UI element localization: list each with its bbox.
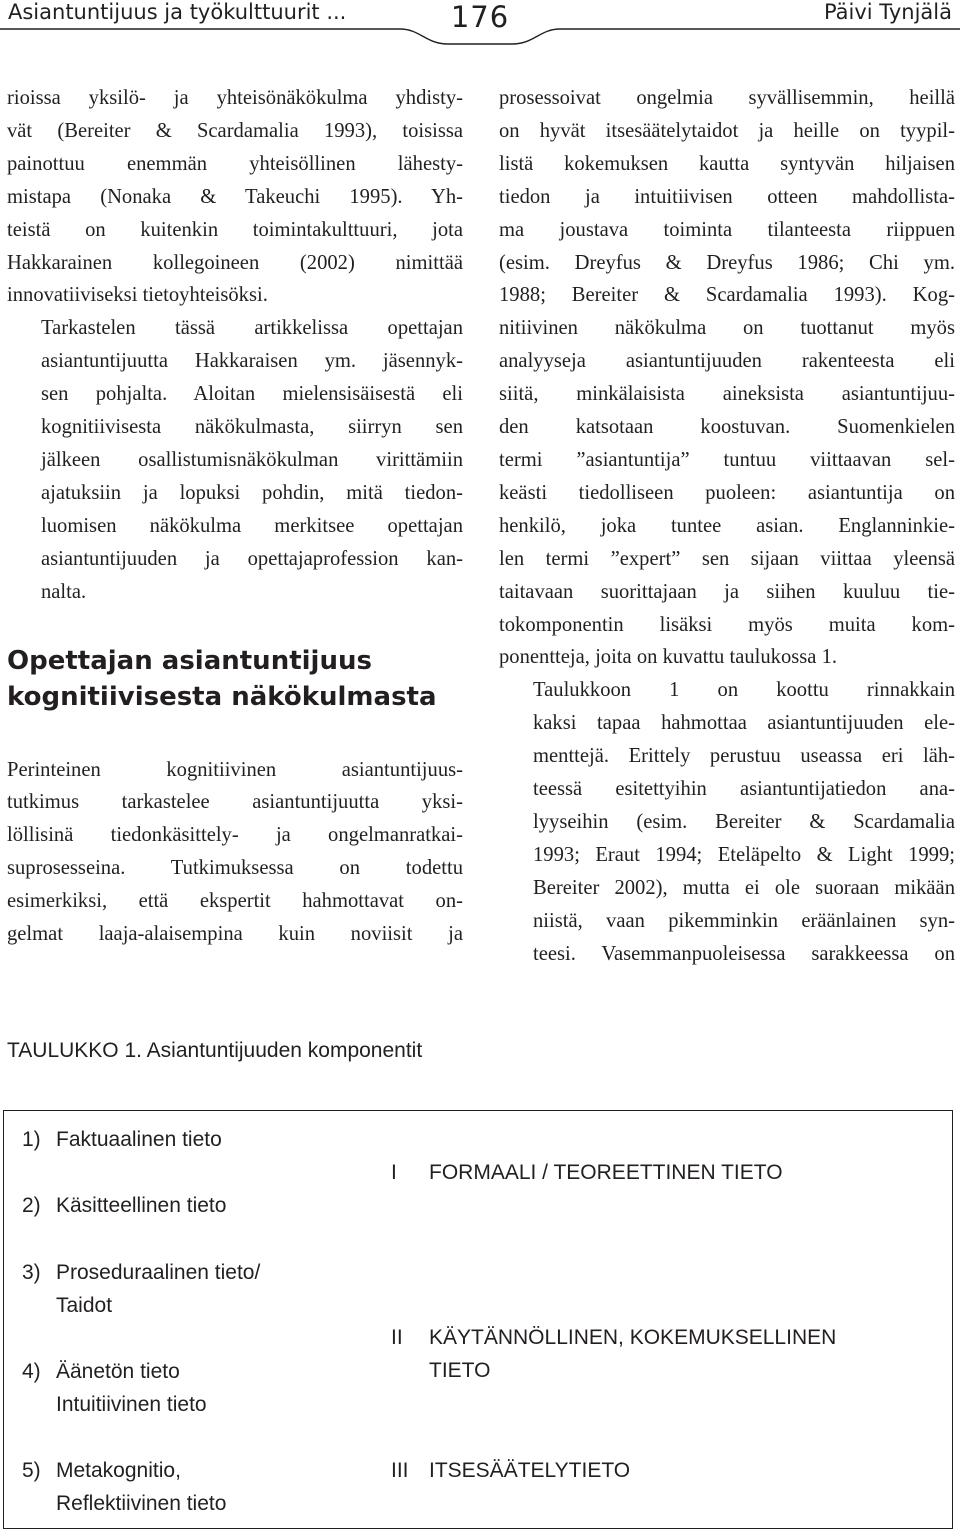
item-label: Intuitiivinen tieto [56,1393,207,1416]
text-line: (esim. Dreyfus & Dreyfus 1986; Chi ym. [499,251,955,274]
text-line: löllisinä tiedonkäsittely- ja ongelmanratkai- [7,824,463,847]
text-line: keästi tiedolliseen puoleen: asiantuntija on [499,481,955,504]
table-item: 3) Proseduraalinen tieto/ Taidot [22,1261,261,1317]
text-line: teessä esitettyihin asiantuntijatiedon ana- [533,778,955,801]
text-line: on hyvät itsesäätelytaidot ja heille on tyypil- [499,119,955,142]
text-line: Bereiter 2002), mutta ei ole suoraan mikään [533,876,955,899]
text-line: prosessoivat ongelmia syvällisemmin, heillä [499,87,955,109]
section-heading [7,643,463,715]
item-label: Metakognitio, [56,1459,181,1482]
text-line: asiantuntijuutta Hakkaraisen ym. jäsennyk- [41,350,463,373]
text-line: taitavaan suorittajaan ja siihen kuuluu tie- [499,580,955,603]
text-line: siitä, minkälaisista aineksista asiantuntijuu- [499,383,955,406]
table-title: TAULUKKO 1. Asiantuntijuuden komponentit [7,1039,423,1062]
text-line: den katsotaan koostuvan. Suomenkielen [499,416,955,439]
text-line: luomisen näkökulma merkitsee opettajan [41,514,463,537]
text-line: 1993; Eraut 1994; Eteläpelto & Light 1999; [533,843,955,866]
text-line: niistä, vaan pikemminkin eräänlainen syn- [533,909,955,932]
text-line: teistä on kuitenkin toimintakulttuuri, jota [7,218,463,241]
text-line: 1988; Bereiter & Scardamalia 1993). Kog- [499,284,955,307]
text-line: rioissa yksilö- ja yhteisönäkökulma yhdisty- [7,87,463,109]
text-line: Hakkarainen kollegoineen (2002) nimittää [7,251,463,274]
text-line: henkilö, joka tuntee asian. Englanninkie- [499,514,955,537]
paragraph [7,82,463,312]
paragraph [7,312,463,608]
text-line: ajatuksiin ja lopuksi pohdin, mitä tiedon- [41,481,463,504]
text-line: ponentteja, joita on kuvattu taulukossa 1. [499,646,838,669]
table-item: 2) Käsitteellinen tieto [22,1194,227,1217]
text-line: gelmat laaja-alaisempina kuin noviisit ja [7,923,463,946]
text-line: Perinteinen kognitiivinen asiantuntijuus- [7,758,463,781]
author-name: Päivi Tynjälä [823,0,952,24]
item-label: Faktuaalinen tieto [56,1128,222,1151]
category-label: I FORMAALI / TEOREETTINEN TIETO [391,1161,783,1184]
text-line: termi ”asiantuntija” tuntuu viittaavan sel- [499,448,955,471]
category-label: II KÄYTÄNNÖLLINEN, KOKEMUKSELLINEN TIETO [391,1326,837,1382]
text-line: len termi ”expert” sen sijaan viittaa yleensä [499,547,955,570]
item-label: Taidot [56,1294,113,1317]
text-line: Taulukkoon 1 on koottu rinnakkain [533,679,955,702]
text-line: mistapa (Nonaka & Takeuchi 1995). Yh- [7,185,463,208]
paragraph [499,82,955,674]
text-line: tokomponentin lisäksi myös muita kom- [499,613,955,636]
item-label: Äänetön tieto [56,1360,180,1383]
running-title: Asiantuntijuus ja työkulttuurit ... [8,0,347,24]
text-line: jälkeen osallistumisnäkökulman virittämiin [41,448,463,471]
text-line: nalta. [41,580,87,603]
category-label: III ITSESÄÄTELYTIETO [391,1459,631,1482]
heading-line: kognitiivisesta näkökulmasta [7,681,437,712]
item-label: Käsitteellinen tieto [56,1194,227,1217]
item-label: Proseduraalinen tieto/ [56,1261,261,1284]
table-item: 1) Faktuaalinen tieto [22,1128,222,1151]
text-line: analyyseja asiantuntijuuden rakenteesta eli [499,350,955,373]
text-line: nitiivinen näkökulma on tuottanut myös [499,317,955,340]
text-line: vät (Bereiter & Scardamalia 1993), toisissa [7,119,463,142]
text-line: suprosesseina. Tutkimuksessa on todettu [7,857,463,880]
right-column [499,82,955,970]
text-line: teesi. Vasemmanpuoleisessa sarakkeessa on [533,942,955,965]
paragraph [7,754,463,951]
text-line: tiedon ja intuitiivisen otteen mahdollista- [499,185,955,208]
heading-line: Opettajan asiantuntijuus [7,645,372,676]
components-table [3,1110,953,1529]
text-line: painottuu enemmän yhteisöllinen lähesty- [7,152,463,175]
text-line: ma joustava toiminta tilanteesta riippuen [499,218,955,241]
text-line: menttejä. Erittely perustuu useassa eri läh- [533,745,955,768]
text-line: listä kokemuksen kautta syntyvän hiljaisen [499,152,955,175]
page-header [0,0,960,46]
item-label: Reflektiivinen tieto [56,1492,227,1515]
text-line: tutkimus tarkastelee asiantuntijuutta yksi- [7,791,463,814]
text-line: lyyseihin (esim. Bereiter & Scardamalia [533,810,955,833]
text-line: Tarkastelen tässä artikkelissa opettajan [41,317,463,340]
table-item: 5) Metakognitio, Reflektiivinen tieto [22,1459,227,1515]
text-line: kognitiivisesta näkökulmasta, siirryn sen [41,416,463,439]
text-line: kaksi tapaa hahmottaa asiantuntijuuden ele- [533,712,955,735]
text-line: sen pohjalta. Aloitan mielensisäisestä eli [41,383,463,406]
paragraph [499,674,955,970]
page-number: 176 [450,0,510,34]
text-line: esimerkiksi, että ekspertit hahmottavat on- [7,890,463,913]
left-column [7,82,463,951]
text-line: innovatiiviseksi tietoyhteisöksi. [7,284,268,307]
text-line: asiantuntijuuden ja opettajaprofession kan- [41,547,463,570]
table-item: 4) Äänetön tieto Intuitiivinen tieto [22,1360,207,1416]
